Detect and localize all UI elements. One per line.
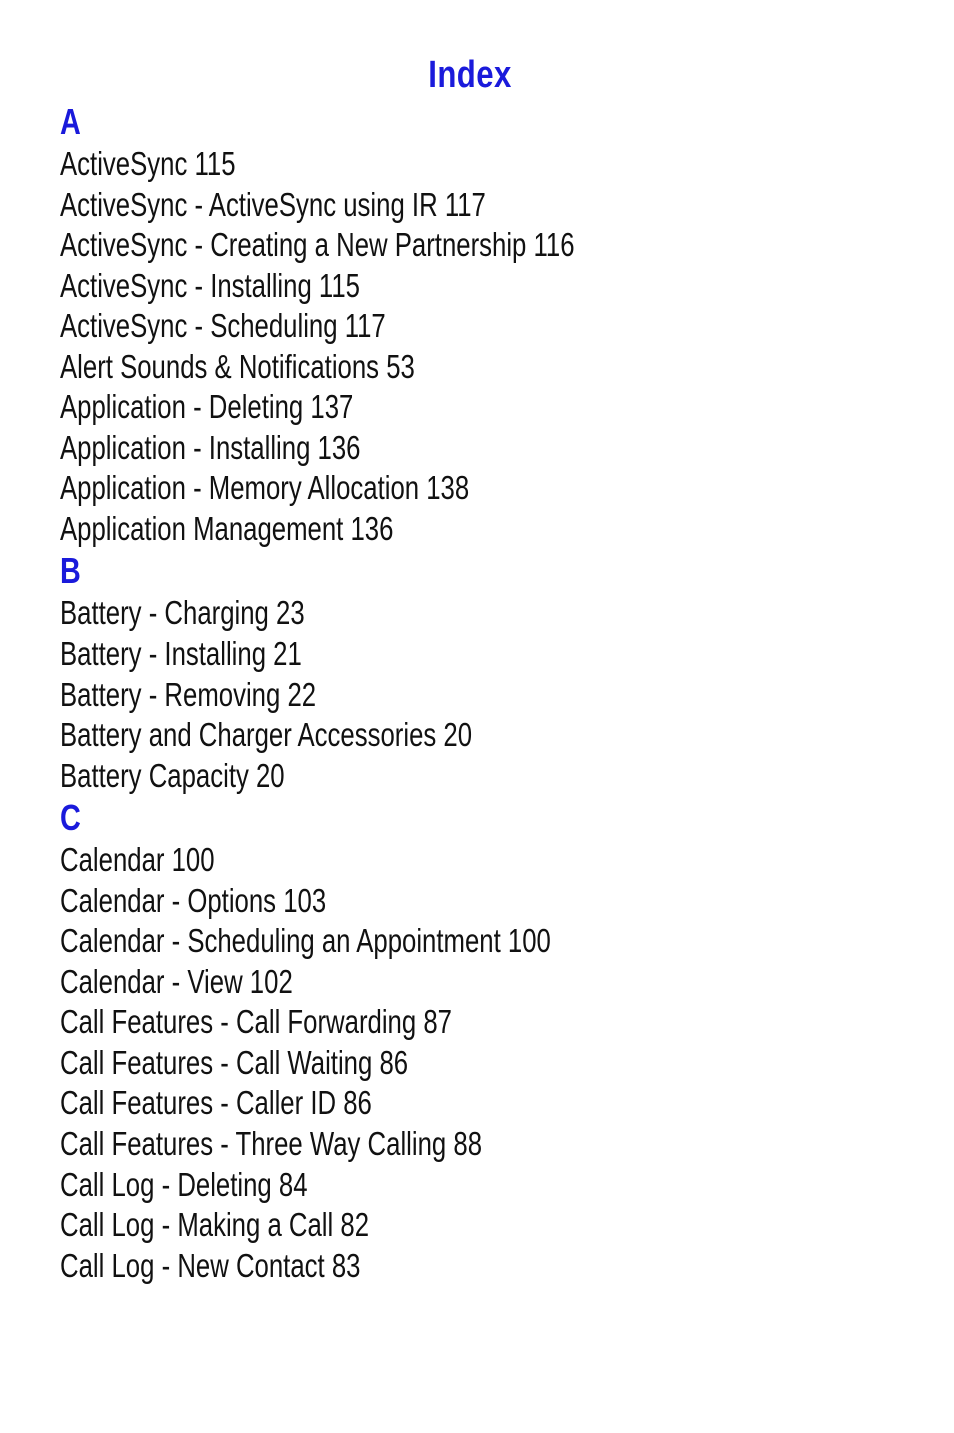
index-entry: Battery - Removing 22 (60, 675, 317, 713)
page-title: Index (428, 54, 512, 96)
index-entry: Call Features - Call Waiting 86 (60, 1043, 409, 1081)
index-entry: Battery - Charging 23 (60, 594, 305, 632)
index-entry: Application Management 136 (60, 509, 394, 547)
index-list (60, 100, 920, 1286)
section-letter: A (60, 101, 81, 142)
index-entry: ActiveSync - Creating a New Partnership 116 (60, 226, 575, 264)
index-entry: Battery and Charger Accessories 20 (60, 716, 473, 754)
index-entry: ActiveSync - Scheduling 117 (60, 307, 386, 345)
section-letter: C (60, 797, 81, 839)
index-entry: ActiveSync - ActiveSync using IR 117 (60, 185, 486, 223)
index-entry: Call Features - Call Forwarding 87 (60, 1003, 452, 1041)
index-entry: Application - Memory Allocation 138 (60, 469, 470, 507)
index-entry: Application - Deleting 137 (60, 388, 354, 426)
index-entry: Calendar - View 102 (60, 962, 293, 1000)
index-entry: Application - Installing 136 (60, 428, 361, 466)
section-letter: B (60, 550, 81, 592)
index-entry: Call Log - Deleting 84 (60, 1165, 308, 1203)
index-entry: Calendar - Options 103 (60, 881, 327, 919)
index-entry: Battery - Installing 21 (60, 635, 302, 673)
index-section-c (60, 796, 920, 1286)
index-entry: Call Log - New Contact 83 (60, 1246, 361, 1284)
index-entry: Calendar 100 (60, 841, 215, 879)
index-entry: Alert Sounds & Notifications 53 (60, 347, 415, 385)
index-section-b (60, 549, 920, 796)
index-entry: Call Features - Caller ID 86 (60, 1084, 372, 1122)
index-entry: ActiveSync 115 (60, 145, 236, 182)
index-entry: ActiveSync - Installing 115 (60, 266, 360, 304)
index-entry: Call Log - Making a Call 82 (60, 1206, 370, 1244)
index-entry: Calendar - Scheduling an Appointment 100 (60, 922, 551, 960)
index-entry: Call Features - Three Way Calling 88 (60, 1125, 483, 1163)
index-entry: Battery Capacity 20 (60, 756, 285, 794)
index-section-a (60, 100, 920, 549)
